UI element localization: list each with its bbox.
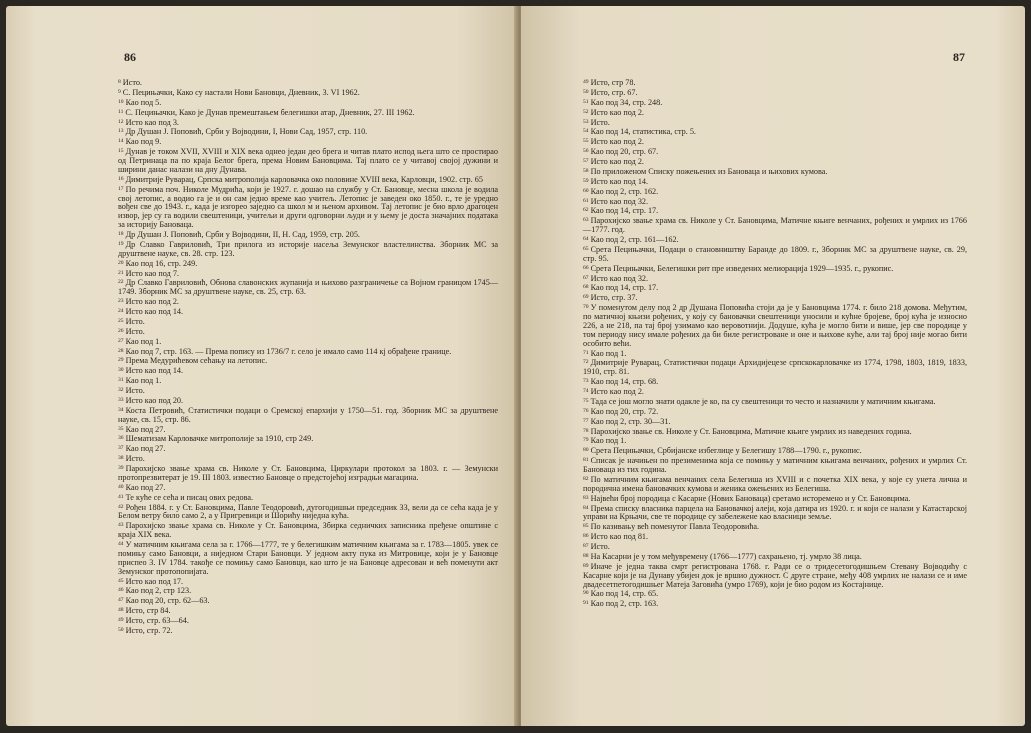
footnote-number: 51: [583, 98, 589, 105]
footnote-text: Као под 2, стр 123.: [125, 586, 192, 596]
footnote-number: 58: [583, 167, 589, 174]
footnote: [118, 185, 498, 230]
footnote: [118, 540, 498, 577]
footnote: [118, 376, 498, 386]
footnote-number: 46: [118, 587, 124, 594]
footnote-number: 85: [583, 523, 589, 530]
footnote-number: 33: [118, 396, 124, 403]
footnote-text: Као под 1.: [590, 436, 627, 446]
footnote-text: Димитрије Руварац, Српска митрополија карловачка око половине XVIII века, Карловци, 1902. стр. 65: [125, 174, 483, 184]
left-page-number: 86: [124, 50, 136, 64]
footnote-text: Као под 14, стр. 68.: [590, 377, 659, 387]
footnote-number: 73: [583, 378, 589, 385]
footnote: [118, 606, 498, 616]
footnote-number: 62: [583, 207, 589, 214]
footnote-number: 27: [118, 337, 124, 344]
footnote: [583, 264, 967, 274]
footnote: [583, 436, 967, 446]
footnote-number: 10: [118, 98, 124, 105]
footnote-number: 67: [583, 274, 589, 281]
footnote-number: 25: [118, 317, 124, 324]
footnote: [118, 317, 498, 327]
footnote-text: Као под 27.: [125, 424, 166, 434]
footnote: [118, 297, 498, 307]
footnote-text: Исто.: [122, 78, 142, 87]
footnote-number: 80: [583, 447, 589, 454]
footnote-number: 53: [583, 118, 589, 125]
footnote-number: 23: [118, 298, 124, 305]
footnote-text: Исто као под 32.: [590, 196, 649, 206]
footnote-text: С. Пецињачки, Како су настали Нови Бановци, Дневник, 3. VI 1962.: [122, 87, 360, 97]
right-page-number: 87: [953, 50, 965, 64]
footnote: [118, 127, 498, 137]
footnote-number: 48: [118, 607, 124, 614]
footnote: [118, 493, 498, 503]
footnote-text: Као под 1.: [125, 376, 162, 386]
footnote-number: 90: [583, 590, 589, 597]
footnote-text: Иначе је једна таква смрт регистрована 1768. г. Ради се о тридесетогодишњем Стевану Војводићу с Касарне који је на Дунаву убијен док је вршио дужност. С друге стране, међу 408 умрлих не налази се и име двадесетпетогодишњег Матеја Заговића (умро 1769), који је био родом из Костајнице.: [583, 561, 967, 589]
footnote: [583, 397, 967, 407]
footnote: [583, 532, 967, 542]
footnote: [118, 406, 498, 425]
footnote: [583, 552, 967, 562]
footnote-text: Парохијско звање храма св. Николе у Ст. Бановцима, Циркулари протокол за 1803. г. — Земунски протопрезвитерат је 19. III 1803. известио Бановце о предстојећој изградњи магацина.: [118, 464, 498, 482]
footnote-number: 89: [583, 562, 589, 569]
footnote-number: 38: [118, 455, 124, 462]
footnote: [118, 464, 498, 483]
footnote-text: Коста Петровић, Статистички подаци о Сремској епархији у 1750—51. год. Зборник МС за друштвене науке, св. 15, стр. 86.: [118, 405, 498, 424]
footnote: [118, 78, 498, 88]
footnote-text: У матичним књигама села за г. 1766—1777, те у белегишким матичним књигама за г. 1783—1805. увек се помињу само Бановци, а ниједном Стари Бановци. У једном акту пука из Митровице, који је у Бановце приспео 3. IV 1784. такође се помињу само Бановци, као што је на Бановце адресован и већ поменути акт Земунског протопопијата.: [118, 540, 498, 576]
footnote-text: Исто као под 20.: [125, 395, 184, 405]
footnote-text: Као под 14, стр. 17.: [590, 283, 659, 293]
footnote: [118, 366, 498, 376]
footnote-text: Др Душан Ј. Поповић, Срби у Војводини, II, Н. Сад, 1959, стр. 205.: [125, 230, 360, 239]
footnote-text: Парохијско звање храма св. Николе у Ст. Бановцима, Збирка седничких записника пређене општине с краја XIX века.: [118, 521, 498, 540]
footnote-text: Исто.: [125, 316, 145, 326]
footnote-number: 8: [118, 79, 121, 85]
footnote-number: 36: [118, 435, 124, 442]
footnote-number: 26: [118, 327, 124, 334]
footnote: [583, 494, 967, 504]
footnote-text: Као под 1.: [125, 336, 162, 346]
footnote-number: 31: [118, 377, 124, 384]
footnote-number: 82: [583, 475, 589, 482]
footnote-text: Исто као под 2.: [125, 297, 179, 307]
footnote-number: 47: [118, 597, 124, 604]
footnote-text: Као под 2, стр. 30—31.: [590, 416, 671, 426]
footnote: [583, 108, 967, 118]
footnote: [583, 274, 967, 284]
footnote-text: Као под 7, стр. 163. — Према попису из 1736/7 г. село је имало само 114 кј обрађене границе.: [125, 346, 452, 356]
footnote-number: 24: [118, 308, 124, 314]
footnote-number: 84: [583, 504, 589, 511]
footnote: [583, 157, 967, 167]
footnote-number: 59: [583, 177, 589, 184]
footnote-number: 65: [583, 245, 589, 252]
footnote-text: Као под 14, статистика, стр. 5.: [590, 127, 696, 137]
footnote-number: 12: [118, 118, 124, 125]
footnote-text: Као под 14, стр. 65.: [590, 589, 659, 599]
footnote: [118, 230, 498, 240]
footnote-number: 76: [583, 407, 589, 414]
footnote-number: 16: [118, 175, 124, 182]
footnote-number: 52: [583, 108, 589, 115]
footnote: [118, 386, 498, 396]
footnote-number: 57: [583, 158, 589, 164]
footnote: [583, 522, 967, 532]
footnote: [118, 454, 498, 464]
footnote: [583, 235, 967, 245]
footnote-text: Исто, стр 78.: [590, 78, 636, 87]
footnote-text: Исто, стр. 72.: [125, 625, 173, 635]
footnote-number: 42: [118, 503, 124, 510]
footnote-number: 54: [583, 128, 589, 135]
footnote: [583, 387, 967, 397]
footnote-text: Др Славко Гавриловић, Обнова славонских жупанија и њихово разграничење са Војном границом 1745—1749. Зборник МС за друштвене науке, св. 25, стр. 63.: [118, 278, 498, 297]
footnote: [118, 88, 498, 98]
footnote-text: Исто као под 81.: [590, 532, 649, 542]
footnote-text: Као под 14, стр. 17.: [590, 206, 659, 216]
footnote: [118, 586, 498, 596]
footnote-number: 81: [583, 457, 589, 464]
footnote-number: 78: [583, 427, 589, 434]
footnote-text: Срета Пецињачки, Србијанске избеглице у Белегишу 1788—1790. г., рукопис.: [590, 446, 862, 456]
footnote: [118, 337, 498, 347]
footnote-text: Парохијско звање св. Николе у Ст. Бановцима, Матичне књиге умрлих из наведених година.: [590, 426, 912, 436]
footnote-text: Исто као под 2.: [590, 107, 644, 117]
footnote-number: 44: [118, 541, 124, 547]
footnote: [583, 475, 967, 494]
footnote: [118, 175, 498, 185]
footnote-number: 11: [118, 108, 124, 115]
footnote-number: 21: [118, 269, 124, 276]
footnote: [118, 259, 498, 269]
footnote-text: Према Медурићевом сећању на летопис.: [125, 356, 268, 366]
footnote-number: 30: [118, 367, 124, 374]
footnote: [583, 88, 967, 98]
footnote-text: Исто као под 2.: [590, 387, 644, 396]
footnote-text: Дунав је током XVII, XVIII и XIX века однео један део брега и читав плато испод њега што се простирао од Петринаца па по краја Белог брега, према Новим Бановцима. Тај плато се у читавој својој дужини и ширини данас налази на дну Дунава.: [118, 147, 498, 174]
footnote-text: Исто.: [125, 386, 145, 395]
footnote: [583, 562, 967, 590]
footnote: [583, 504, 967, 523]
footnote: [118, 425, 498, 435]
footnote-text: Исто.: [590, 117, 610, 127]
footnote: [583, 542, 967, 552]
footnote: [583, 206, 967, 216]
footnote-number: 87: [583, 543, 589, 549]
footnote: [118, 327, 498, 337]
footnote-number: 39: [118, 465, 124, 471]
footnote-number: 60: [583, 187, 589, 194]
footnote-text: Исто као под 3.: [125, 117, 179, 127]
footnote-number: 45: [118, 577, 124, 584]
footnote-text: Као под 16, стр. 249.: [125, 258, 198, 268]
footnote-text: Као под 20, стр. 67.: [590, 147, 659, 157]
footnote: [583, 283, 967, 293]
footnote: [583, 589, 967, 599]
footnote: [118, 626, 498, 636]
footnote: [118, 521, 498, 540]
footnote-text: Исто, стр. 63—64.: [125, 616, 189, 625]
footnote-text: Исто као под 2.: [590, 137, 644, 147]
footnote-text: Парохијско звање храма св. Николе у Ст. Бановцима, Матичне књиге венчаних, рођених и умрлих из 1766—1777. год.: [583, 216, 967, 235]
footnote-number: 83: [583, 494, 589, 501]
footnote: [118, 240, 498, 259]
footnote-number: 20: [118, 259, 124, 266]
footnote-number: 14: [118, 138, 124, 145]
footnote-text: Исто као под 14.: [590, 176, 649, 186]
footnote-number: 72: [583, 359, 589, 366]
footnote: [583, 358, 967, 377]
footnote-text: Списак је начињен по презименима која се помињу у матичним књигама венчаних, рођених и умрлих Ст. Бановаца из тих година.: [583, 456, 967, 474]
footnote: [118, 434, 498, 444]
footnote: [583, 245, 967, 264]
footnote: [118, 307, 498, 317]
footnote: [118, 137, 498, 147]
footnote: [583, 377, 967, 387]
footnote: [583, 303, 967, 348]
footnote: [118, 98, 498, 108]
footnote-text: Као под 2, стр. 161—162.: [590, 235, 679, 244]
footnote-number: 69: [583, 294, 589, 301]
footnote-number: 34: [118, 406, 124, 413]
footnote-text: С. Пецињачки, Како је Дунав премештањем белегишки атар, Дневник, 27. III 1962.: [125, 107, 415, 117]
footnote-text: Као под 27.: [125, 482, 166, 492]
footnote-number: 56: [583, 148, 589, 155]
footnote: [583, 456, 967, 475]
footnote: [583, 216, 967, 235]
footnote-text: Др Славко Гавриловић, Три прилога из историје насеља Земунског властелинства. Зборник МС за друштвене науке, св. 28. стр. 123.: [118, 239, 498, 258]
footnote: [118, 108, 498, 118]
footnote-number: 18: [118, 231, 124, 237]
footnote: [583, 147, 967, 157]
footnote-number: 49: [118, 617, 124, 623]
footnote: [118, 347, 498, 357]
footnote-number: 28: [118, 347, 124, 354]
footnote-number: 19: [118, 240, 124, 247]
footnote-text: Тада се још могло знати одакле је ко, па су свештеници то често и назначили у матичним књигама.: [590, 396, 936, 406]
footnote-text: Исто.: [590, 542, 610, 551]
footnote-text: Рођен 1884. г. у Ст. Бановцима, Павле Теодоровић, дугогодишњи председник ЗЗ, вели да се сећа када је у Белом ветру било само 2, а у Пригревици и Шорићу ниједна кућа.: [118, 502, 498, 521]
footnote-number: 49: [583, 79, 589, 85]
footnote-text: Исто.: [125, 326, 145, 336]
footnote-text: Исто као под 14.: [125, 366, 184, 376]
footnote: [118, 577, 498, 587]
footnote: [583, 293, 967, 303]
footnote-number: 88: [583, 552, 589, 559]
footnote: [583, 127, 967, 137]
footnote-number: 91: [583, 600, 589, 607]
footnote: [583, 177, 967, 187]
footnote-number: 55: [583, 138, 589, 145]
footnote: [583, 599, 967, 609]
footnote: [118, 616, 498, 626]
footnote: [583, 187, 967, 197]
footnote-text: По казивању већ поменутог Павла Теодоровића.: [590, 522, 760, 532]
footnote: [118, 483, 498, 493]
footnote-number: 50: [118, 626, 124, 633]
footnote-number: 40: [118, 483, 124, 490]
footnote-text: Те куће се сећа и писац ових редова.: [125, 492, 254, 502]
footnote-number: 43: [118, 522, 124, 529]
footnote-number: 70: [583, 304, 589, 311]
footnote-number: 77: [583, 417, 589, 424]
footnote-number: 50: [583, 88, 589, 95]
left-page: [6, 6, 518, 726]
footnote-number: 41: [118, 493, 124, 500]
footnote: [118, 444, 498, 454]
footnote: [583, 349, 967, 359]
footnote-text: Исто као под 17.: [125, 576, 184, 586]
footnote-text: На Касарни је у том међувремену (1766—1777) сахрањено, тј. умрло 38 лица.: [590, 551, 862, 561]
footnote-number: 15: [118, 148, 124, 155]
footnote-number: 32: [118, 387, 124, 393]
footnote-text: Исто.: [125, 454, 145, 464]
footnote-number: 13: [118, 128, 124, 135]
right-page: [521, 6, 1025, 726]
footnote: [583, 98, 967, 108]
footnote-text: По матичним књигама венчаних села Белегиша из XVIII и с почетка XIX века, у које су унета лична и породична имена бановачких кумова и женика ожењених из Белегиша.: [583, 474, 967, 493]
footnote-text: Као под 20, стр. 72.: [590, 406, 659, 416]
footnote-number: 68: [583, 284, 589, 291]
footnote: [118, 396, 498, 406]
footnote-text: Као под 1.: [590, 348, 627, 358]
footnote-text: Исто као под 2.: [590, 157, 644, 166]
footnote-number: 86: [583, 533, 589, 540]
footnote: [583, 167, 967, 177]
left-footnotes: [118, 78, 498, 636]
footnote-number: 35: [118, 425, 124, 432]
footnote-number: 61: [583, 197, 589, 204]
footnote-text: Као под 9.: [125, 137, 162, 147]
footnote-text: Као под 27.: [125, 444, 166, 454]
footnote-number: 64: [583, 236, 589, 242]
footnote: [118, 118, 498, 128]
footnote-text: Срета Пецињачки, Белегишки рит пре изведених мелиорација 1929—1935. г., рукопис.: [590, 263, 894, 273]
footnote-text: Исто као под 32.: [590, 273, 649, 283]
footnote: [583, 78, 967, 88]
footnote-number: 75: [583, 397, 589, 404]
footnote: [583, 446, 967, 456]
footnote-text: По речима поч. Николе Мудрића, који је 1927. г. дошао на службу у Ст. Бановце, месна школа је водила свој летопис, а водио га је и он сам једно време као учитељ. Летопис је заведен око 1850. г., те је уредно вођен све до 1943. г., када је изгорео заједно са школ м и њеном архивом. Тај летопис је био врло драгоцен извор, јер су га водили свештеници, учитељи и други одговорни људи и у њему је доста значајних података за историју Бановаца.: [118, 184, 498, 230]
footnote-text: Срета Пецињачки, Подаци о становништву Баранде до 1809. г., Зборник МС за друштвене науке, св. 29, стр. 95.: [583, 244, 967, 263]
footnote-number: 71: [583, 349, 589, 356]
footnote-text: По приложеном Списку пожењених из Бановаца и њихових кумова.: [590, 166, 828, 176]
footnote: [118, 278, 498, 297]
footnote-text: Др Душан Ј. Поповић, Срби у Војводини, I, Нови Сад, 1957, стр. 110.: [125, 127, 368, 137]
footnote: [583, 407, 967, 417]
footnote-number: 74: [583, 388, 589, 394]
footnote-number: 37: [118, 445, 124, 452]
footnote: [118, 596, 498, 606]
footnote-text: Исто, стр 84.: [125, 606, 171, 616]
footnote-number: 22: [118, 279, 124, 286]
footnote-text: Шематизам Карловачке митрополије за 1910, стр 249.: [125, 434, 314, 444]
footnote-text: Највећи број породица с Касарне (Нових Бановаца) сретамо исторемено и у Ст. Бановцима.: [590, 493, 911, 503]
footnote-number: 66: [583, 264, 589, 271]
footnote: [583, 427, 967, 437]
footnote: [118, 269, 498, 279]
footnote-text: У поменутом делу под 2 др Душана Поповића стоји да је у Бановцима 1774. г. било 218 домова. Међутим, по матичној књизи рођених, у коју су бановачки свештеници уносили и кућне бројеве, број кућа је износио 226, а не 218, па тај број узимамо као веровотнији. Додуше, кућа је могло бити и више, јер све породице у том периоду нису имале рођених да би биле регистроване и оне и њихове куће, али тај број није могао бити особито већи.: [583, 303, 967, 348]
footnote-number: 9: [118, 88, 121, 95]
footnote: [118, 356, 498, 366]
footnote-text: Исто као под 14.: [125, 307, 184, 316]
footnote-text: Исто, стр. 67.: [590, 87, 638, 97]
footnote-text: Димитрије Руварац, Статистички подаци Архидијецезе српскокарловачке из 1774, 1798, 1803, 1819, 1833, 1910, стр. 81.: [583, 358, 967, 377]
footnote: [583, 137, 967, 147]
footnote: [583, 417, 967, 427]
footnote-text: Као под 2, стр. 163.: [590, 599, 659, 609]
footnote-text: Према списку власника парцела на Бановачкој алеји, која датира из 1920. г. и који се налази у Катастарској управи на Крњачи, све те породице су забележене као власници земље.: [583, 503, 967, 522]
footnote: [583, 197, 967, 207]
footnote: [118, 147, 498, 175]
footnote-text: Исто, стр. 37.: [590, 293, 638, 303]
footnote-text: Као под 2, стр. 162.: [590, 186, 659, 196]
footnote-text: Као под 20, стр. 62—63.: [125, 596, 210, 606]
footnote-number: 29: [118, 357, 124, 364]
footnote-text: Као под 34, стр. 248.: [590, 97, 663, 107]
footnote-number: 17: [118, 185, 124, 192]
right-footnotes: [583, 78, 967, 609]
footnote-number: 79: [583, 437, 589, 444]
footnote: [583, 118, 967, 128]
footnote-text: Као под 5.: [125, 97, 162, 107]
footnote: [118, 503, 498, 522]
footnote-number: 63: [583, 217, 589, 224]
footnote-text: Исто као под 7.: [125, 268, 179, 278]
